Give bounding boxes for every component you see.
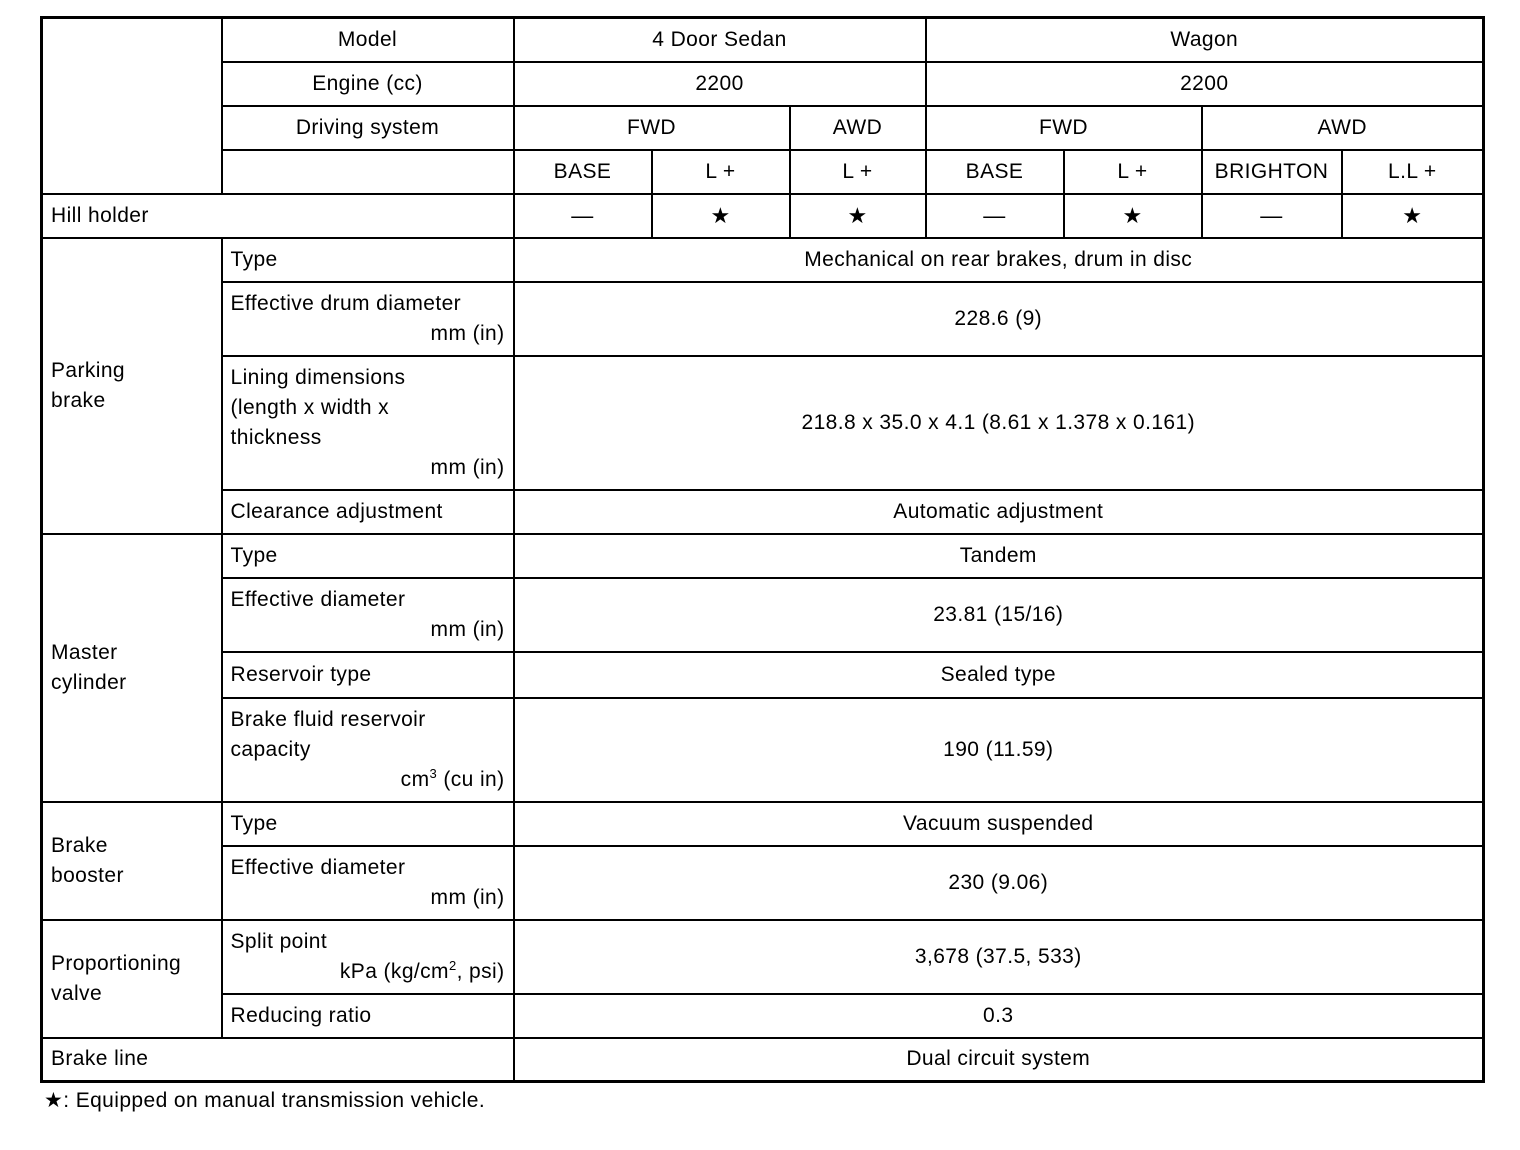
label-line: thickness [230, 425, 322, 449]
unit-superscript: 2 [448, 957, 457, 973]
hill-holder-value: ★ [652, 194, 790, 238]
hill-holder-value: — [514, 194, 652, 238]
header-row-engine [42, 62, 1484, 106]
reservoir-value: Sealed type [514, 652, 1484, 698]
row-valve-split [42, 920, 1484, 994]
drive-wagon-awd: AWD [1202, 106, 1484, 150]
unit-text [231, 765, 505, 795]
header-row-driving [42, 106, 1484, 150]
lining-value: 218.8 x 35.0 x 4.1 (8.61 x 1.378 x 0.161) [514, 356, 1484, 490]
header-blank-cell [42, 18, 222, 194]
hill-holder-value: ★ [1342, 194, 1484, 238]
engine-label: Engine (cc) [222, 62, 514, 106]
label-line: booster [51, 863, 124, 887]
row-master-capacity [42, 698, 1484, 802]
split-point-value: 3,678 (37.5, 533) [514, 920, 1484, 994]
row-parking-clearance [42, 490, 1484, 534]
brake-line-label: Brake line [42, 1038, 514, 1082]
drive-wagon-fwd: FWD [926, 106, 1202, 150]
unit-post: (cu in) [437, 767, 505, 791]
footnote: ★: Equipped on manual transmission vehicle. [44, 1089, 486, 1112]
unit-post: , psi) [456, 959, 505, 983]
capacity-label [222, 698, 514, 802]
hill-holder-value: ★ [790, 194, 926, 238]
grade-label-blank [222, 150, 514, 194]
engine-sedan: 2200 [514, 62, 926, 106]
label-line: Master [51, 640, 118, 664]
master-diameter-label [222, 578, 514, 652]
brake-booster-label [42, 802, 222, 920]
label-line: Brake [51, 833, 108, 857]
grade-cell: L + [652, 150, 790, 194]
capacity-value: 190 (11.59) [514, 698, 1484, 802]
row-master-type [42, 534, 1484, 578]
lining-label [222, 356, 514, 490]
grade-cell: BRIGHTON [1202, 150, 1342, 194]
clearance-value: Automatic adjustment [514, 490, 1484, 534]
driving-label: Driving system [222, 106, 514, 150]
row-master-reservoir [42, 652, 1484, 698]
label-line: brake [51, 388, 106, 412]
grade-cell: L.L + [1342, 150, 1484, 194]
header-row-model [42, 18, 1484, 62]
drive-sedan-awd: AWD [790, 106, 926, 150]
unit-text [231, 957, 505, 987]
hill-holder-label: Hill holder [42, 194, 514, 238]
model-label: Model [222, 18, 514, 62]
label-line: Brake fluid reservoir [230, 707, 426, 731]
brake-line-value: Dual circuit system [514, 1038, 1484, 1082]
label-line: (length x width x [230, 395, 390, 419]
split-point-label [222, 920, 514, 994]
label-line: Parking [51, 358, 126, 382]
master-type-value: Tandem [514, 534, 1484, 578]
proportioning-valve-label [42, 920, 222, 1038]
master-type-label: Type [222, 534, 514, 578]
label-line: Proportioning [51, 951, 182, 975]
row-parking-type [42, 238, 1484, 282]
reducing-ratio-label: Reducing ratio [222, 994, 514, 1038]
grade-cell: BASE [926, 150, 1064, 194]
unit-text: mm (in) [430, 321, 505, 345]
model-wagon: Wagon [926, 18, 1484, 62]
row-valve-ratio [42, 994, 1484, 1038]
hill-holder-value: ★ [1064, 194, 1202, 238]
label-line: Effective diameter [230, 855, 406, 879]
row-booster-diameter [42, 846, 1484, 920]
row-master-diameter [42, 578, 1484, 652]
label-line: capacity [230, 737, 311, 761]
grade-cell: BASE [514, 150, 652, 194]
label-line: Lining dimensions [230, 365, 406, 389]
model-sedan: 4 Door Sedan [514, 18, 926, 62]
unit-text: mm (in) [430, 885, 505, 909]
unit-superscript: 3 [429, 765, 438, 781]
row-hill-holder [42, 194, 1484, 238]
label-line: Split point [230, 929, 328, 953]
row-brake-line [42, 1038, 1484, 1082]
drum-diameter-label [222, 282, 514, 356]
engine-wagon: 2200 [926, 62, 1484, 106]
parking-brake-label [42, 238, 222, 534]
unit-text: mm (in) [430, 617, 505, 641]
parking-type-value: Mechanical on rear brakes, drum in disc [514, 238, 1484, 282]
booster-diameter-value: 230 (9.06) [514, 846, 1484, 920]
drum-diameter-value: 228.6 (9) [514, 282, 1484, 356]
row-parking-lining [42, 356, 1484, 490]
row-booster-type [42, 802, 1484, 846]
hill-holder-value: — [926, 194, 1064, 238]
booster-type-value: Vacuum suspended [514, 802, 1484, 846]
parking-type-label: Type [222, 238, 514, 282]
header-row-grade [42, 150, 1484, 194]
grade-cell: L + [790, 150, 926, 194]
booster-type-label: Type [222, 802, 514, 846]
unit-pre: kPa (kg/cm [339, 959, 449, 983]
master-cylinder-label [42, 534, 222, 802]
booster-diameter-label [222, 846, 514, 920]
row-parking-drum [42, 282, 1484, 356]
hill-holder-value: — [1202, 194, 1342, 238]
master-diameter-value: 23.81 (15/16) [514, 578, 1484, 652]
grade-cell: L + [1064, 150, 1202, 194]
clearance-label: Clearance adjustment [222, 490, 514, 534]
reservoir-label: Reservoir type [222, 652, 514, 698]
brake-spec-table [40, 16, 1485, 1083]
reducing-ratio-value: 0.3 [514, 994, 1484, 1038]
drive-sedan-fwd: FWD [514, 106, 790, 150]
label-line: valve [51, 981, 103, 1005]
unit-pre: cm [400, 767, 430, 791]
unit-text: mm (in) [430, 455, 505, 479]
label-line: Effective drum diameter [230, 291, 462, 315]
label-line: Effective diameter [230, 587, 406, 611]
label-line: cylinder [51, 670, 127, 694]
